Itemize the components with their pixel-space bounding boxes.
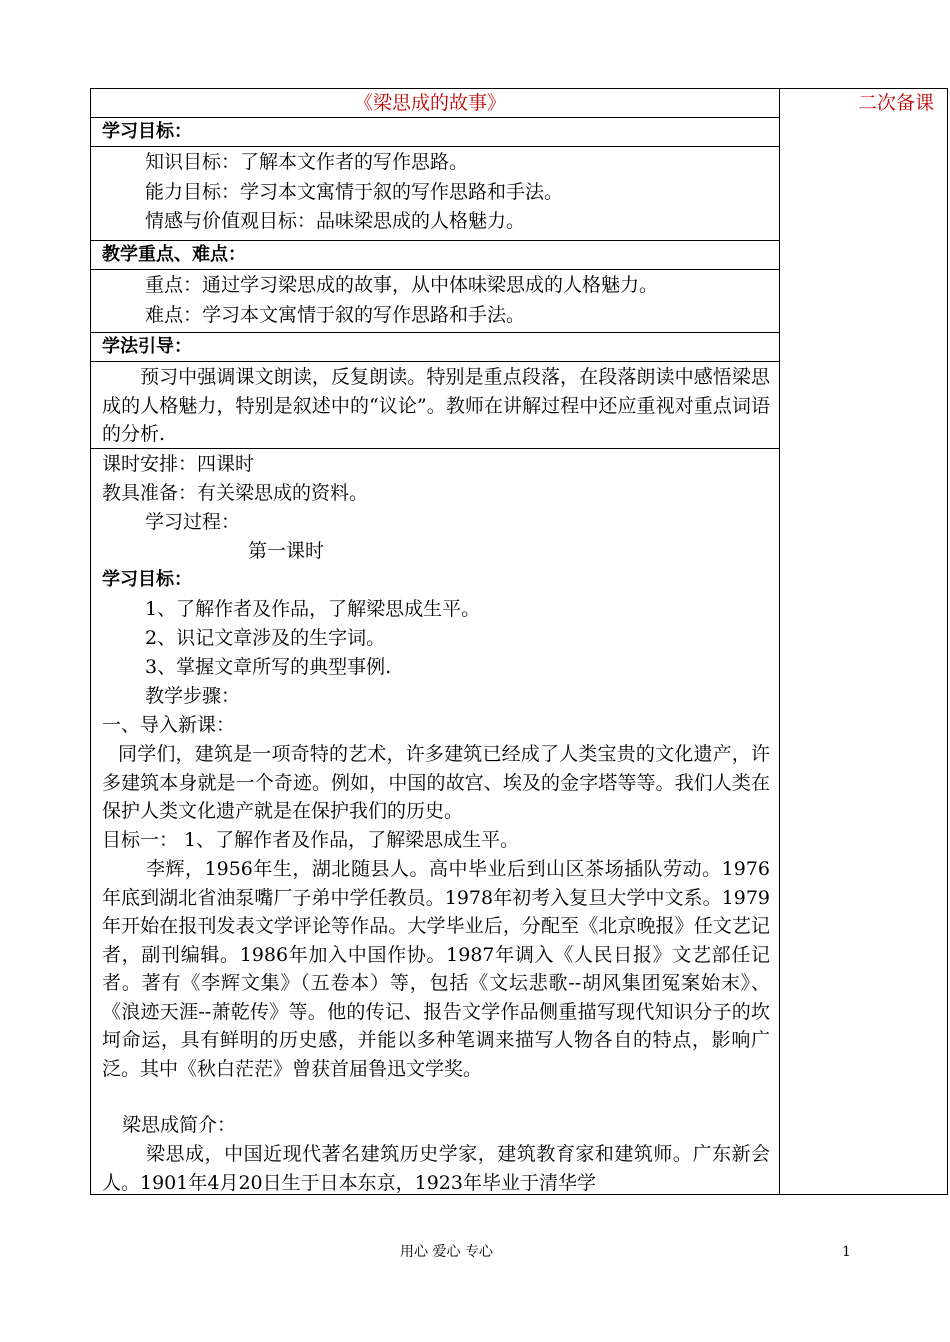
steps-label: 教学步骤：: [145, 685, 241, 707]
goal-emotion: 情感与价值观目标：品味梁思成的人格魅力。: [145, 210, 526, 232]
lesson-goal: 1、了解作者及作品，了解梁思成生平。: [145, 598, 481, 620]
method-paragraph: 预习中强调课文朗读，反复朗读。特别是重点段落，在段落朗读中感悟梁思成的人格魅力，特别是叙述中的“议论”。教师在讲解过程中还应重视对重点词语的分析.: [102, 366, 770, 445]
target-line: 目标一： 1、了解作者及作品，了解梁思成生平。: [102, 829, 520, 851]
author-bio-paragraph: 李辉，1956年生，湖北随县人。高中毕业后到山区茶场插队劳动。1976年底到湖北省油泵嘴厂子弟中学任教员。1978年初考入复旦大学中文系。1979年开始在报刊发表文学评论等作品。大学毕业后，分配至《北京晚报》任文艺记者，副刊编辑。1986年加入中国作协。1987年调入《人民日报》文艺部任记者。著有《李辉文集》（五卷本）等，包括《文坛悲歌--胡风集团冤案始末》、《浪迹天涯--萧乾传》等。他的传记、报告文学作品侧重描写现代知识分子的坎坷命运，具有鲜明的历史感，并能以多种笔调来描写人物各自的特点，影响广泛。其中《秋白茫茫》曾获首届鲁迅文学奖。: [102, 858, 770, 1080]
schedule-line: 课时安排：四课时: [102, 453, 255, 475]
side-column-label: 二次备课: [858, 92, 935, 114]
key-point: 重点：通过学习梁思成的故事，从中体味梁思成的人格魅力。: [145, 274, 659, 296]
materials-line: 教具准备：有关梁思成的资料。: [102, 482, 369, 504]
table-border-right: [947, 88, 948, 1195]
document-title: 《梁思成的故事》: [354, 92, 507, 114]
row-line: [90, 269, 780, 270]
intro-paragraph: 同学们，建筑是一项奇特的艺术，许多建筑已经成了人类宝贵的文化遗产，许多建筑本身就是一个奇迹。例如，中国的故宫、埃及的金字塔等等。我们人类在保护人类文化遗产就是在保护我们的历史。: [102, 743, 770, 822]
row-line: [90, 117, 780, 118]
page-number: 1: [842, 1244, 851, 1260]
section-heading: 一、导入新课：: [102, 714, 236, 736]
table-border-top: [90, 88, 948, 89]
goals-heading: 学习目标：: [102, 121, 192, 142]
process-label: 学习过程：: [145, 511, 241, 533]
liang-bio-paragraph: 梁思成，中国近现代著名建筑历史学家，建筑教育家和建筑师。广东新会人。1901年4月20日生于日本东京，1923年毕业于清华学: [102, 1143, 770, 1194]
method-heading: 学法引导：: [102, 336, 192, 357]
footer-motto: 用心 爱心 专心: [400, 1244, 493, 1260]
table-divider: [779, 88, 780, 1195]
row-line: [90, 332, 780, 333]
row-line: [90, 146, 780, 147]
goal-ability: 能力目标：学习本文寓情于叙的写作思路和手法。: [145, 181, 564, 203]
row-line: [90, 361, 780, 362]
lesson-goals-heading: 学习目标：: [102, 569, 192, 590]
lesson-goal: 3、掌握文章所写的典型事例.: [145, 656, 392, 678]
lesson-title: 第一课时: [248, 540, 325, 562]
key-points-heading: 教学重点、难点：: [102, 244, 246, 265]
difficult-point: 难点：学习本文寓情于叙的写作思路和手法。: [145, 304, 526, 326]
goal-knowledge: 知识目标：了解本文作者的写作思路。: [145, 151, 469, 173]
lesson-goal: 2、识记文章涉及的生字词。: [145, 627, 386, 649]
liang-intro-label: 梁思成简介：: [122, 1114, 237, 1136]
table-border-left: [90, 88, 91, 1195]
